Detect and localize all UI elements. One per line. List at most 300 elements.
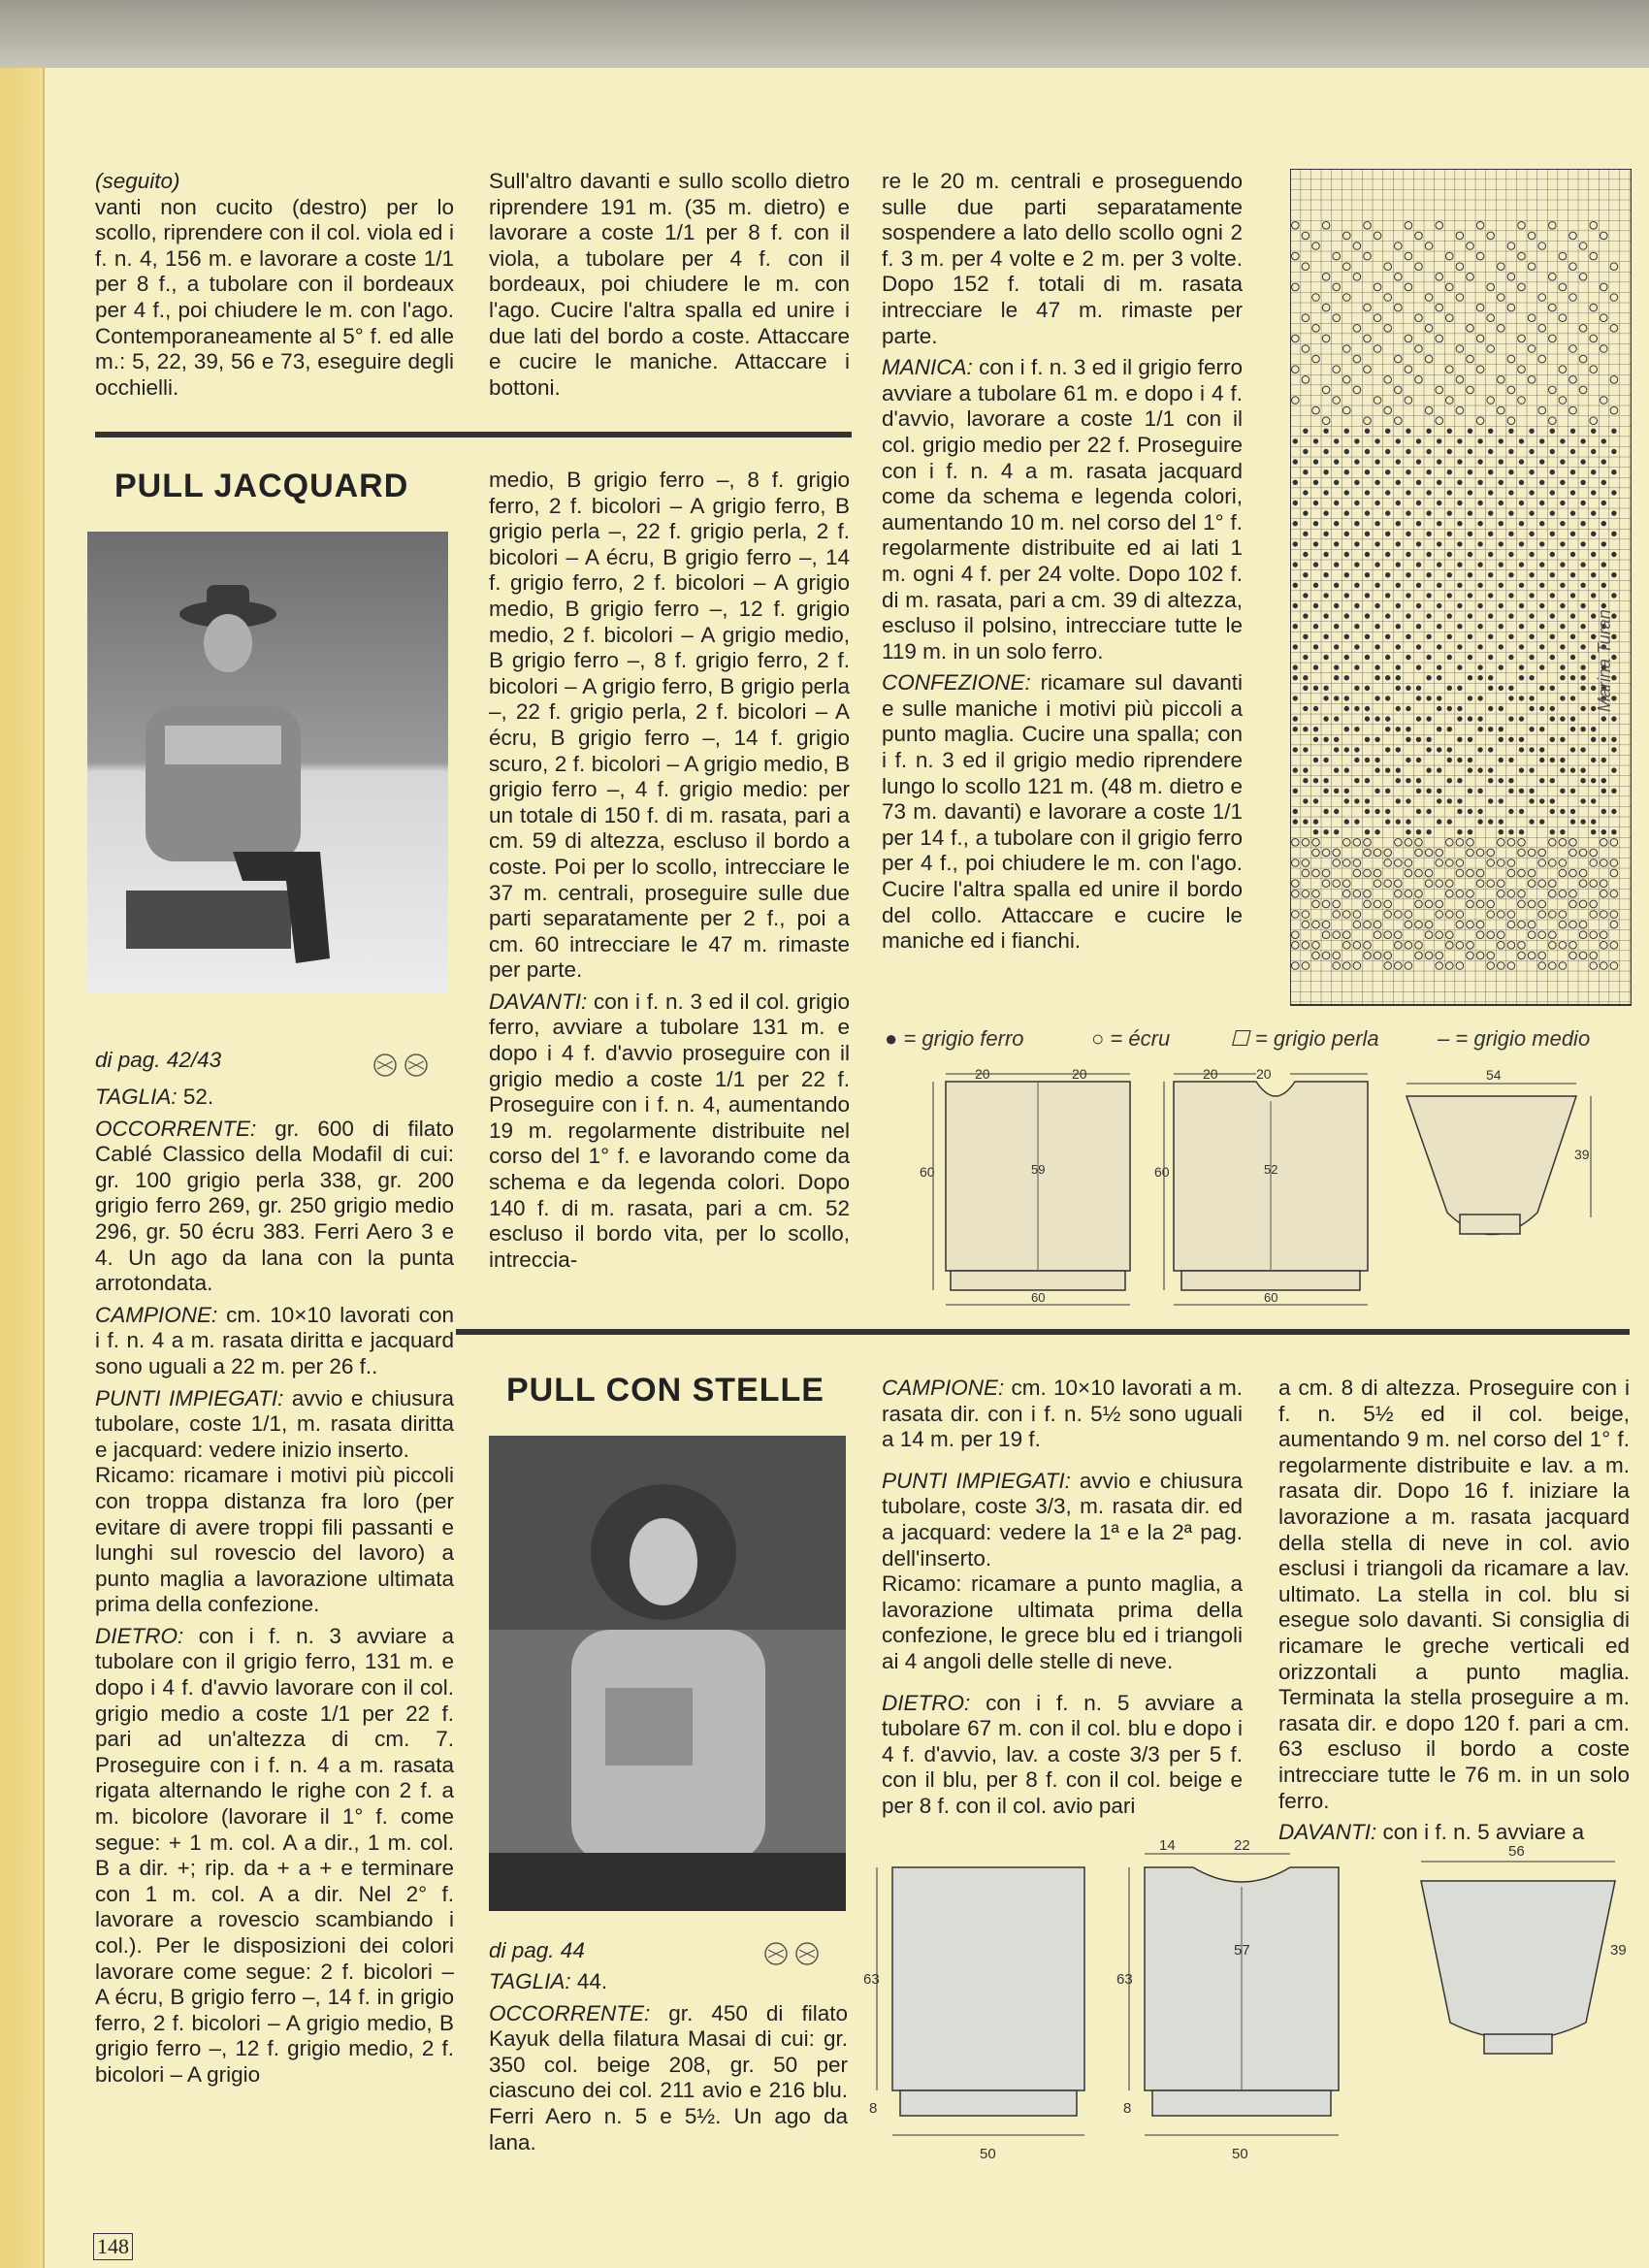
chart-stitch (1550, 594, 1554, 598)
chart-stitch (1489, 429, 1493, 433)
jacquard-title: PULL JACQUARD (114, 468, 409, 504)
chart-stitch (1324, 758, 1328, 761)
chart-stitch (1499, 625, 1503, 629)
chart-stitch (1458, 799, 1462, 803)
front-shoulder-label: 20 (1256, 1066, 1272, 1082)
chart-stitch (1489, 686, 1493, 690)
chart-stitch (1396, 522, 1400, 526)
chart-stitch (1365, 758, 1369, 761)
chart-stitch (1293, 625, 1297, 629)
chart-stitch (1427, 676, 1431, 680)
chart-stitch (1427, 809, 1431, 813)
chart-stitch (1468, 449, 1471, 453)
chart-stitch (1478, 480, 1482, 484)
chart-stitch (1601, 522, 1605, 526)
chart-stitch (1386, 634, 1390, 638)
chart-stitch (1396, 645, 1400, 649)
chart-stitch (1478, 717, 1482, 721)
chart-stitch (1447, 470, 1451, 474)
chart-stitch (1509, 717, 1513, 721)
chart-stitch (1304, 706, 1308, 710)
chart-stitch (1427, 429, 1431, 433)
chart-stitch (1468, 655, 1471, 659)
chart-stitch (1530, 573, 1534, 577)
chart-stitch (1304, 470, 1308, 474)
chart-stitch (1468, 614, 1471, 618)
chart-stitch (1344, 511, 1348, 515)
chart-stitch (1499, 830, 1503, 834)
chart-stitch (1365, 470, 1369, 474)
chart-stitch (1313, 706, 1317, 710)
chart-stitch (1416, 758, 1420, 761)
chart-stitch (1375, 830, 1379, 834)
chart-stitch (1509, 511, 1513, 515)
chart-stitch (1509, 573, 1513, 577)
chart-stitch (1468, 697, 1471, 700)
campione-text: cm. 10×10 lavorati con i f. n. 4 a m. rasata diritta e jacquard sono uguali a 22 m. per 26 f.. (95, 1302, 454, 1378)
chart-stitch (1581, 563, 1585, 567)
chart-stitch (1304, 449, 1308, 453)
chart-stitch (1550, 706, 1554, 710)
chart-stitch (1396, 768, 1400, 772)
chart-stitch (1468, 573, 1471, 577)
chart-stitch (1458, 603, 1462, 607)
confezione-text: ricamare sul davanti e sulle maniche i motivi più piccoli a punto maglia. Cucire una spalla; con i f. n. 3 ed il grigio medio riprendere lungo lo scollo 121 m. (48 m. dietro e 73 m. davanti) e lavorare a coste 1/1 per 14 f., a tubolare con il grigio ferro per 4 f., poi chiudere le m. con l'ago. Cucire l'altra spalla ed unire il bordo del collo. Attaccare e cucire le maniche ed i fianchi. (882, 670, 1243, 954)
chart-stitch (1324, 449, 1328, 453)
chart-stitch (1458, 737, 1462, 741)
chart-stitch (1416, 737, 1420, 741)
chart-stitch (1416, 665, 1420, 669)
chart-stitch (1416, 697, 1420, 700)
chart-stitch (1335, 748, 1339, 752)
chart-stitch (1335, 501, 1339, 504)
chart-stitch (1509, 686, 1513, 690)
chart-stitch (1355, 728, 1359, 731)
chart-stitch (1396, 439, 1400, 443)
punti-label: PUNTI IMPIEGATI: (95, 1385, 284, 1410)
chart-stitch (1592, 470, 1596, 474)
stelle-title: PULL CON STELLE (506, 1372, 824, 1409)
chart-stitch (1550, 758, 1554, 761)
chart-stitch (1550, 655, 1554, 659)
chart-stitch (1406, 799, 1410, 803)
chart-stitch (1489, 470, 1493, 474)
chart-stitch (1519, 737, 1523, 741)
chart-stitch (1530, 799, 1534, 803)
chart-stitch (1561, 758, 1565, 761)
chart-stitch (1396, 728, 1400, 731)
chart-stitch (1612, 511, 1616, 515)
chart-stitch (1386, 768, 1390, 772)
chart-stitch (1519, 603, 1523, 607)
chart-stitch (1530, 552, 1534, 556)
chart-stitch (1386, 470, 1390, 474)
chart-stitch (1304, 491, 1308, 495)
chart-stitch (1581, 686, 1585, 690)
chart-stitch (1509, 697, 1513, 700)
chart-stitch (1293, 768, 1297, 772)
chart-stitch (1386, 789, 1390, 793)
chart-stitch (1344, 799, 1348, 803)
chart-stitch (1447, 686, 1451, 690)
chart-stitch (1519, 501, 1523, 504)
difficulty-icons-jacquard (372, 1052, 449, 1079)
chart-stitch (1355, 820, 1359, 824)
chart-stitch (1324, 789, 1328, 793)
chart-stitch (1406, 491, 1410, 495)
chart-stitch (1478, 820, 1482, 824)
chart-stitch (1375, 697, 1379, 700)
chart-stitch (1489, 655, 1493, 659)
chart-stitch (1458, 758, 1462, 761)
chart-stitch (1570, 532, 1574, 535)
chart-stitch (1581, 748, 1585, 752)
chart-stitch (1427, 511, 1431, 515)
stelle-back-height-label: 63 (863, 1971, 880, 1988)
chart-stitch (1581, 625, 1585, 629)
chart-stitch (1561, 501, 1565, 504)
chart-stitch (1601, 480, 1605, 484)
chart-stitch (1489, 614, 1493, 618)
chart-stitch (1313, 603, 1317, 607)
chart-stitch (1344, 491, 1348, 495)
chart-stitch (1375, 460, 1379, 464)
chart-stitch (1293, 603, 1297, 607)
chart-stitch (1386, 748, 1390, 752)
stelle-model-photo (489, 1436, 846, 1911)
chart-stitch (1344, 728, 1348, 731)
chart-stitch (1335, 717, 1339, 721)
campione-label: CAMPIONE: (95, 1302, 218, 1327)
chart-stitch (1416, 779, 1420, 783)
chart-stitch (1592, 573, 1596, 577)
chart-stitch (1561, 542, 1565, 546)
chart-stitch (1499, 779, 1503, 783)
chart-stitch (1570, 614, 1574, 618)
chart-stitch (1416, 830, 1420, 834)
chart-stitch (1468, 511, 1471, 515)
chart-stitch (1458, 830, 1462, 834)
chart-stitch (1489, 573, 1493, 577)
chart-stitch (1293, 717, 1297, 721)
chart-stitch (1478, 501, 1482, 504)
chart-stitch (1592, 779, 1596, 783)
chart-stitch (1509, 594, 1513, 598)
chart-stitch (1489, 779, 1493, 783)
chart-stitch (1570, 728, 1574, 731)
chart-stitch (1324, 614, 1328, 618)
page-side-tab (0, 68, 45, 2268)
chart-stitch (1530, 676, 1534, 680)
chart-stitch (1396, 563, 1400, 567)
chart-stitch (1344, 573, 1348, 577)
chart-stitch (1375, 645, 1379, 649)
chart-stitch (1313, 563, 1317, 567)
chart-stitch (1335, 645, 1339, 649)
chart-stitch (1427, 552, 1431, 556)
chart-stitch (1612, 737, 1616, 741)
occorrente-text: gr. 600 di filato Cablé Classico della Modafil di cui: gr. 100 grigio perla 338, gr. 200 grigio ferro 269, gr. 250 grigio medio 296, gr. 50 écru 383. Ferri Aero 3 e 4. Un ago da lana con la punta arrotondata. (95, 1116, 454, 1296)
chart-stitch (1570, 748, 1574, 752)
chart-stitch (1355, 603, 1359, 607)
chart-stitch (1406, 532, 1410, 535)
stelle-schematic-diagrams (863, 1838, 1630, 2168)
chart-stitch (1293, 728, 1297, 731)
chart-stitch (1355, 480, 1359, 484)
punti-text: avvio e chiusura tubolare, coste 1/1, m. rasata diritta e jacquard: vedere inizio inserto. (95, 1385, 454, 1462)
chart-stitch (1458, 717, 1462, 721)
chart-stitch (1375, 768, 1379, 772)
chart-stitch (1365, 809, 1369, 813)
chart-stitch (1612, 809, 1616, 813)
chart-stitch (1458, 522, 1462, 526)
chart-stitch (1592, 491, 1596, 495)
chart-stitch (1540, 665, 1544, 669)
chart-stitch (1344, 655, 1348, 659)
chart-stitch (1499, 522, 1503, 526)
chart-stitch (1416, 789, 1420, 793)
chart-stitch (1406, 686, 1410, 690)
chart-stitch (1499, 799, 1503, 803)
chart-stitch (1612, 768, 1616, 772)
chart-stitch (1335, 460, 1339, 464)
chart-stitch (1344, 820, 1348, 824)
chart-stitch (1355, 501, 1359, 504)
chart-stitch (1355, 748, 1359, 752)
chart-stitch (1509, 779, 1513, 783)
chart-stitch (1601, 583, 1605, 587)
chart-stitch (1365, 552, 1369, 556)
chart-stitch (1406, 470, 1410, 474)
chart-stitch (1550, 717, 1554, 721)
chart-stitch (1375, 563, 1379, 567)
chart-stitch (1304, 594, 1308, 598)
stelle-taglia-value: 44. (570, 1969, 608, 1993)
chart-stitch (1416, 809, 1420, 813)
chart-stitch (1335, 625, 1339, 629)
chart-stitch (1530, 614, 1534, 618)
chart-stitch (1447, 614, 1451, 618)
chart-stitch (1509, 429, 1513, 433)
chart-stitch (1355, 625, 1359, 629)
chart-stitch (1344, 697, 1348, 700)
chart-stitch (1313, 779, 1317, 783)
chart-stitch (1447, 594, 1451, 598)
chart-stitch (1355, 758, 1359, 761)
chart-stitch (1396, 820, 1400, 824)
chart-stitch (1458, 625, 1462, 629)
chart-stitch (1540, 645, 1544, 649)
chart-stitch (1570, 820, 1574, 824)
chart-stitch (1365, 532, 1369, 535)
chart-stitch (1530, 748, 1534, 752)
chart-stitch (1550, 830, 1554, 834)
chart-stitch (1406, 655, 1410, 659)
chart-stitch (1396, 706, 1400, 710)
stelle-back-rib-label: 8 (869, 2100, 878, 2117)
sleeve-height-label: 39 (1574, 1147, 1590, 1162)
chart-stitch (1612, 748, 1616, 752)
chart-stitch (1550, 737, 1554, 741)
stelle-page-ref: di pag. 44 (489, 1938, 585, 1962)
stelle-column-3 (1278, 1376, 1630, 1852)
chart-stitch (1612, 470, 1616, 474)
chart-stitch (1612, 449, 1616, 453)
dietro-continued-text: medio, B grigio ferro –, 8 f. grigio ferro, 2 f. bicolori – A grigio ferro, B grigio perla –, 22 f. grigio perla, 2 f. bicolori – A écru, B grigio ferro –, 14 f. grigio ferro, 2 f. bicolori – A grigio medio, B grigio ferro –, 12 f. grigio medio, 2 f. bicolori – A grigio medio, B grigio ferro –, 8 f. grigio ferro, 2 f. bicolori – A grigio ferro, B grigio perla –, 22 f. grigio perla, 2 f. bicolori – A écru, B grigio ferro –, 14 f. grigio scuro, 2 f. bicolori – A grigio medio, B grigio ferro –, 4 f. grigio medio: per un totale di 150 f. di m. rasata, pari a cm. 59 di altezza, escluso il bordo a coste. Poi per lo scollo, intrecciare le 37 m. centrali, proseguire sulle due parti separatamente per 2 f., poi a cm. 60 intrecciare le 47 m. rimaste per parte. (489, 468, 850, 983)
stelle-column-1 (489, 1969, 848, 2161)
chart-stitch (1592, 820, 1596, 824)
chart-stitch (1458, 809, 1462, 813)
page-number: 148 (93, 2233, 133, 2260)
chart-stitch (1386, 449, 1390, 453)
chart-stitch (1324, 717, 1328, 721)
chart-stitch (1386, 809, 1390, 813)
chart-stitch (1304, 779, 1308, 783)
chart-stitch (1427, 655, 1431, 659)
legend-grigio-perla (1230, 1026, 1379, 1052)
chart-stitch (1293, 542, 1297, 546)
stelle-sleeve-height-label: 39 (1610, 1942, 1627, 1959)
chart-stitch (1489, 728, 1493, 731)
chart-stitch (1375, 665, 1379, 669)
chart-stitch (1540, 542, 1544, 546)
chart-stitch (1468, 429, 1471, 433)
chart-stitch (1313, 583, 1317, 587)
back-width-label: 60 (1031, 1290, 1046, 1305)
chart-stitch (1447, 552, 1451, 556)
continuation-text-2: Sull'altro davanti e sullo scollo dietro riprendere 191 m. (35 m. dietro) e lavorare a coste 1/1 per 8 f. con il viola, a tubolare per 4 f. con il bordeaux, poi chiudere le m. con l'ago. Cucire l'altra spalla ed unire i due lati del bordo a coste. Attaccare e cucire le maniche. Attaccare i bottoni. (489, 169, 850, 400)
chart-stitch (1509, 655, 1513, 659)
chart-stitch (1324, 470, 1328, 474)
chart-stitch (1592, 511, 1596, 515)
chart-stitch (1499, 460, 1503, 464)
chart-stitch (1293, 748, 1297, 752)
chart-stitch (1355, 665, 1359, 669)
chart-stitch (1427, 634, 1431, 638)
chart-stitch (1478, 645, 1482, 649)
chart-stitch (1489, 706, 1493, 710)
chart-stitch (1304, 511, 1308, 515)
chart-stitch (1468, 809, 1471, 813)
stelle-dietro-label: DIETRO: (882, 1690, 971, 1715)
chart-stitch (1530, 634, 1534, 638)
chart-stitch (1386, 573, 1390, 577)
chart-stitch (1396, 583, 1400, 587)
chart-stitch (1313, 820, 1317, 824)
continuation-lead: (seguito) (95, 169, 180, 193)
confezione-label: CONFEZIONE: (882, 670, 1031, 696)
stelle-dietro-continued-text: a cm. 8 di altezza. Proseguire con i f. n. 5½ ed il col. beige, aumentando 9 m. nel corso del 1° f. regolarmente distribuite e lav. a m. rasata dir. Dopo 16 f. iniziare la lavorazione a m. rasata jacquard della stella di neve in col. avio esclusi i triangoli da ricamare a lav. ultimato. La stella in col. blu si esegue solo davanti. Si consiglia di ricamare le greche verticali ed orizzontali a punto maglia. Terminata la stella proseguire a m. rasata dir. e dopo 120 f. pari a cm. 63 escluso il bordo a coste intrecciare tutte le 76 m. in un solo ferro. (1278, 1376, 1630, 1813)
chart-stitch (1386, 532, 1390, 535)
chart-stitch (1406, 728, 1410, 731)
chart-stitch (1355, 583, 1359, 587)
chart-stitch (1509, 449, 1513, 453)
stelle-taglia-label: TAGLIA: (489, 1969, 571, 1993)
chart-stitch (1468, 470, 1471, 474)
chart-stitch (1396, 676, 1400, 680)
stelle-occorrente-text: gr. 450 di filato Kayuk della filatura Masai di cui: gr. 350 col. beige 208, gr. 50 per ciascuno dei col. 211 avio e 216 blu. Ferri Aero n. 5 e 5½. Un ago da lana. (489, 2000, 848, 2155)
chart-stitch (1540, 799, 1544, 803)
chart-stitch (1530, 655, 1534, 659)
chart-stitch (1427, 748, 1431, 752)
chart-stitch (1396, 603, 1400, 607)
chart-stitch (1601, 542, 1605, 546)
chart-stitch (1304, 634, 1308, 638)
chart-stitch (1416, 686, 1420, 690)
chart-stitch (1365, 779, 1369, 783)
chart-stitch (1570, 634, 1574, 638)
chart-stitch (1438, 748, 1441, 752)
chart-stitch (1344, 768, 1348, 772)
chart-stitch (1355, 439, 1359, 443)
chart-stitch (1561, 439, 1565, 443)
chart-stitch (1570, 594, 1574, 598)
chart-stitch (1304, 820, 1308, 824)
chart-stitch (1581, 522, 1585, 526)
chart-stitch (1612, 532, 1616, 535)
chart-stitch (1550, 686, 1554, 690)
chart-stitch (1313, 830, 1317, 834)
chart-stitch (1478, 728, 1482, 731)
chart-stitch (1519, 789, 1523, 793)
chart-stitch (1293, 697, 1297, 700)
chart-stitch (1396, 480, 1400, 484)
chart-stitch (1416, 717, 1420, 721)
jacquard-schematic-diagrams (912, 1062, 1630, 1319)
chart-stitch (1293, 676, 1297, 680)
jacquard-model-photo (87, 532, 448, 993)
chart-stitch (1335, 583, 1339, 587)
chart-stitch (1519, 563, 1523, 567)
chart-stitch (1438, 706, 1441, 710)
chart-stitch (1375, 542, 1379, 546)
chart-stitch (1293, 522, 1297, 526)
chart-stitch (1396, 779, 1400, 783)
chart-stitch (1438, 583, 1441, 587)
chart-stitch (1365, 491, 1369, 495)
chart-stitch (1499, 501, 1503, 504)
chart-stitch (1355, 542, 1359, 546)
chart-stitch (1406, 758, 1410, 761)
chart-stitch (1530, 532, 1534, 535)
chart-stitch (1489, 552, 1493, 556)
chart-stitch (1601, 717, 1605, 721)
chart-stitch (1304, 532, 1308, 535)
chart-stitch (1447, 706, 1451, 710)
chart-stitch (1612, 491, 1616, 495)
chart-stitch (1581, 665, 1585, 669)
chart-stitch (1335, 768, 1339, 772)
chart-stitch (1438, 439, 1441, 443)
chart-stitch (1489, 748, 1493, 752)
chart-stitch (1530, 511, 1534, 515)
chart-stitch (1427, 830, 1431, 834)
chart-stitch (1438, 728, 1441, 731)
chart-stitch (1489, 491, 1493, 495)
davanti-text: con i f. n. 3 ed il col. grigio ferro, avviare a tubolare 131 m. e dopo i 4 f. d'avvio proseguire con il grigio medio a coste 1/1 per 22 f. Proseguire con i f. n. 4, aumentando 19 m. regolarmente distribuite nel corso del 1° f. e lavorando come da schema e da legenda colori. Dopo 140 f. di m. rasata, pari a cm. 52 escluso il bordo vita, per lo scollo, intreccia- (489, 988, 850, 1272)
chart-stitch (1355, 799, 1359, 803)
chart-stitch (1509, 552, 1513, 556)
taglia-label: TAGLIA: (95, 1085, 178, 1109)
stelle-front-rib-label: 8 (1123, 2100, 1132, 2117)
chart-stitch (1540, 706, 1544, 710)
chart-stitch (1509, 758, 1513, 761)
chart-stitch (1540, 522, 1544, 526)
chart-stitch (1438, 697, 1441, 700)
chart-stitch (1427, 594, 1431, 598)
chart-stitch (1396, 460, 1400, 464)
chart-stitch (1581, 799, 1585, 803)
